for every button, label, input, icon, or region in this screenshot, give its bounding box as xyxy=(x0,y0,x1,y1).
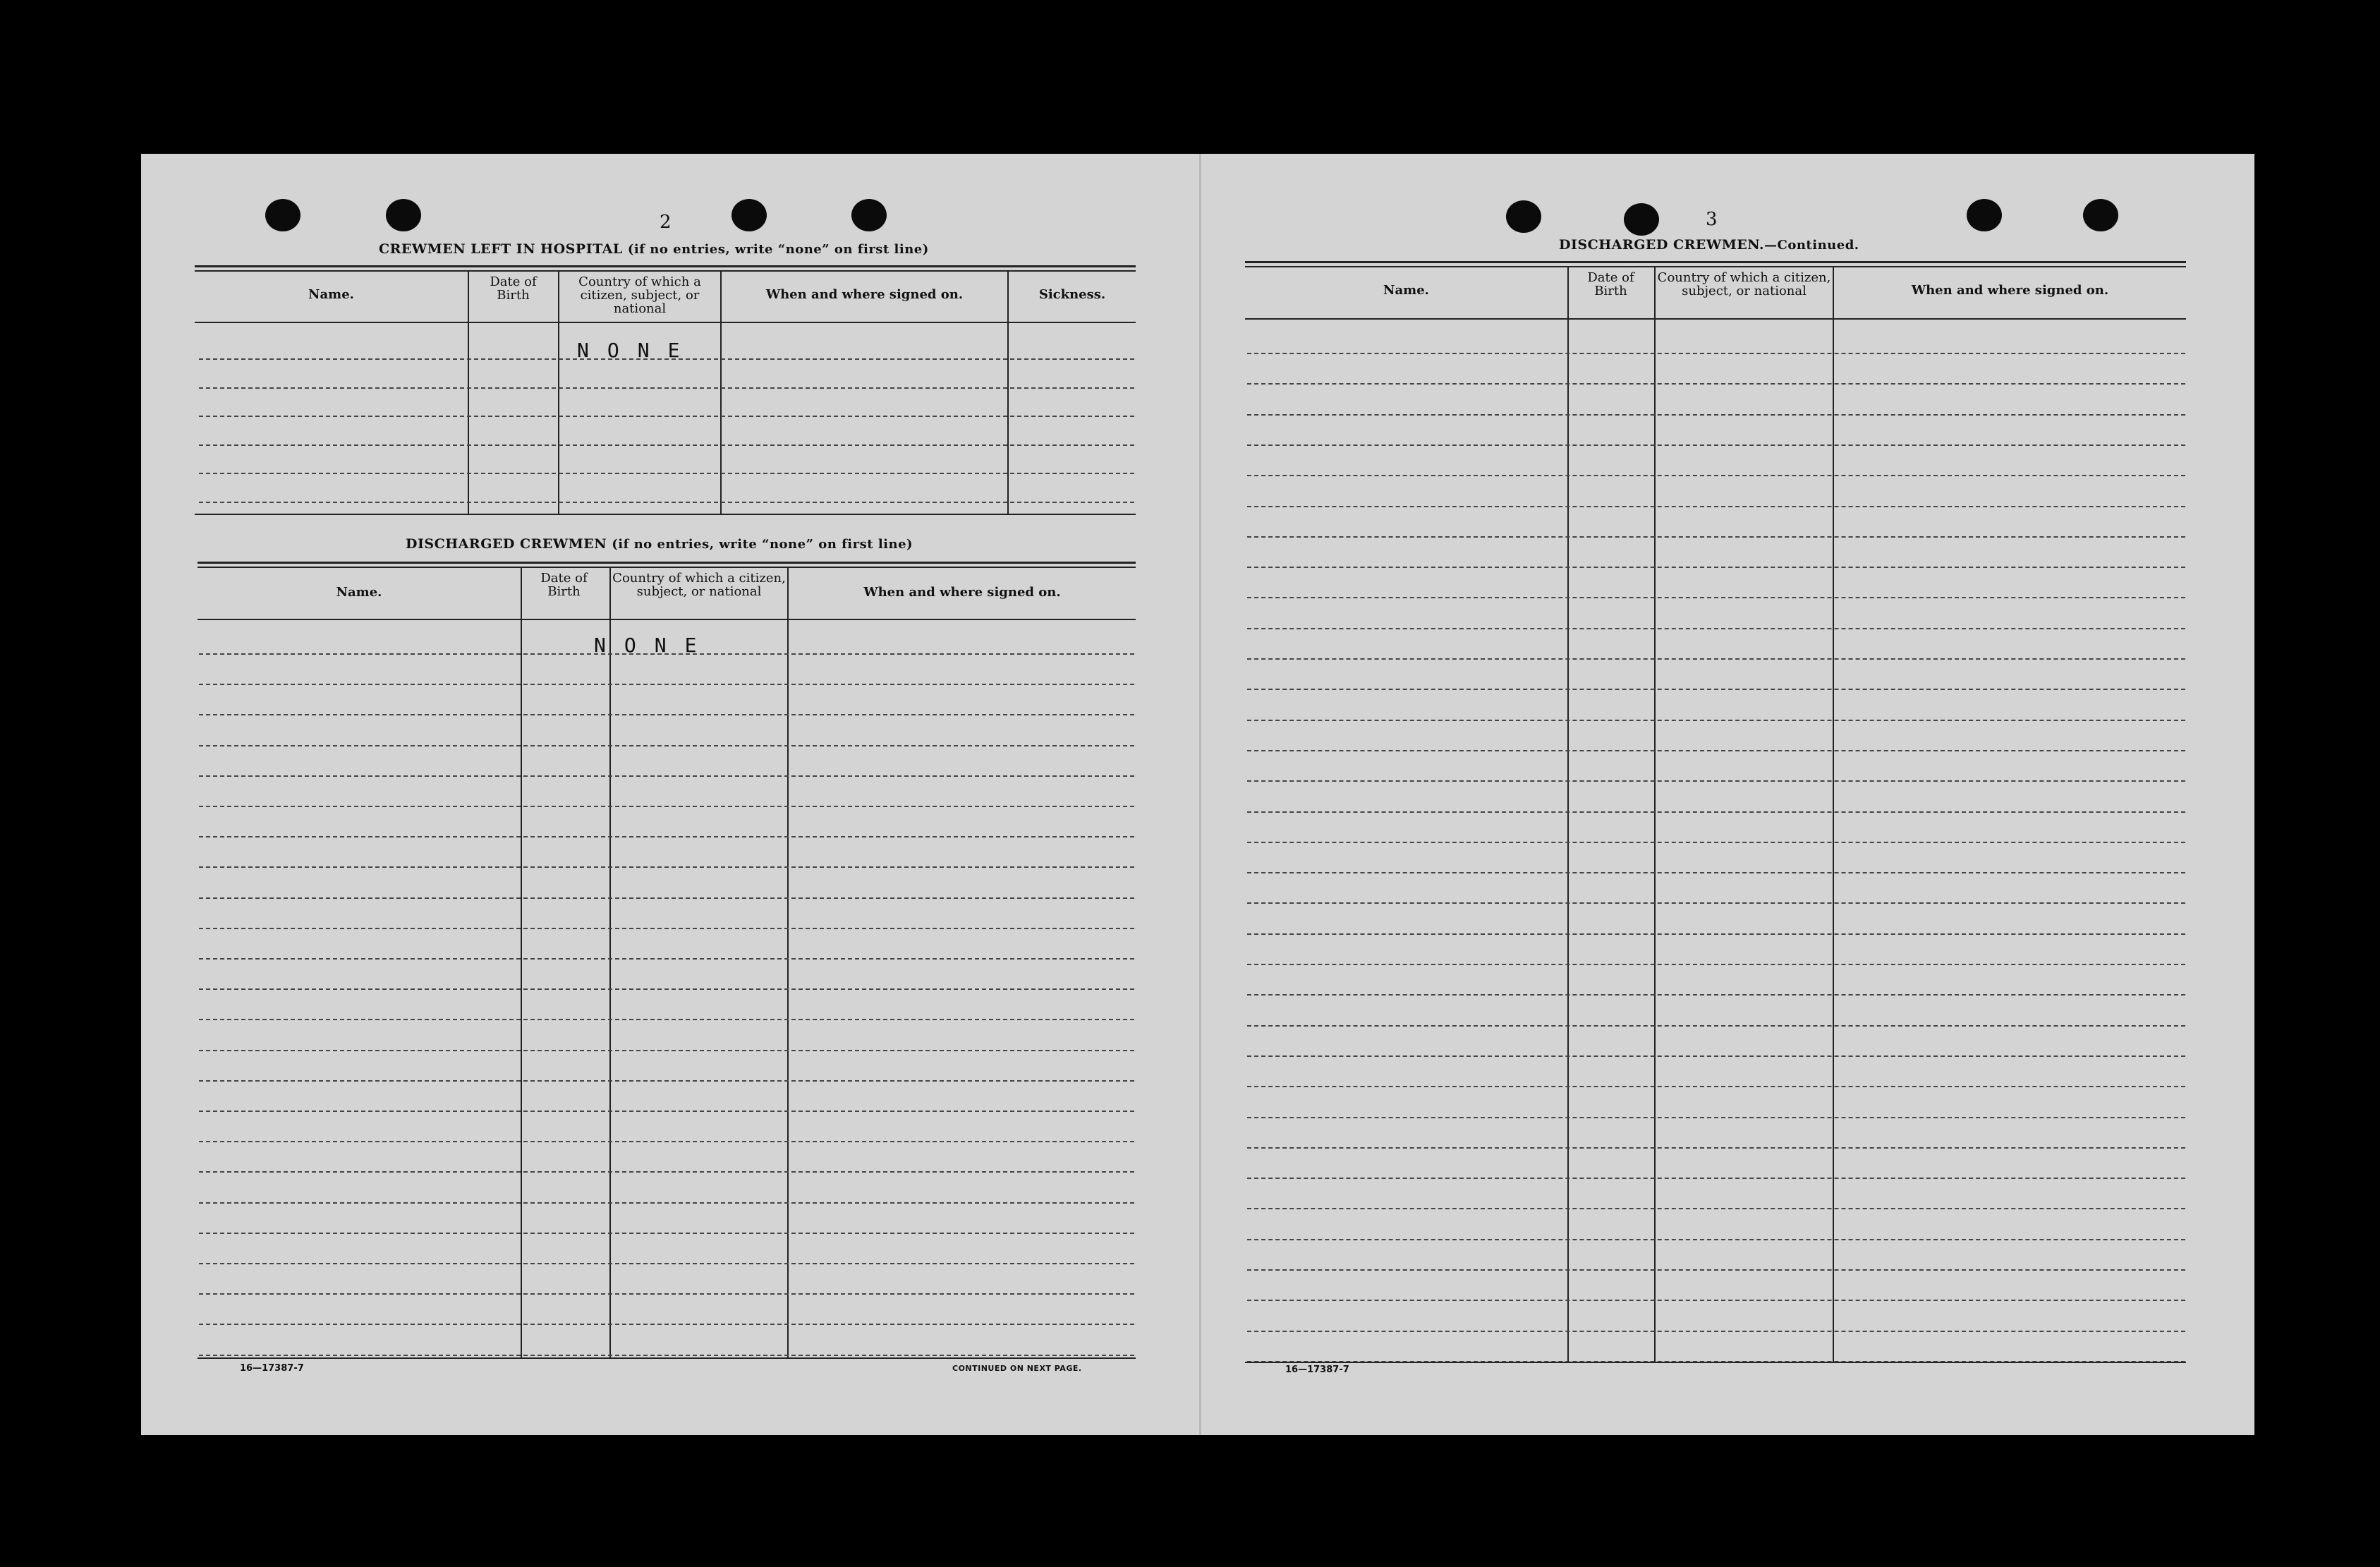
discharged-continued-title xyxy=(1559,237,1859,253)
entry-line xyxy=(199,806,1134,807)
entry-line xyxy=(199,684,1134,685)
entry-line xyxy=(199,775,1134,777)
entry-line xyxy=(1247,872,2185,873)
entry-line xyxy=(199,1050,1134,1051)
header-bottom-rule xyxy=(195,322,1136,323)
hospital-title-note: (if no entries, write “none” on first line) xyxy=(627,242,929,257)
discharged-continued-title-text: DISCHARGED CREWMEN. xyxy=(1559,237,1765,253)
column-header-country: Country of which a citizen, subject, or national xyxy=(578,274,701,316)
entry-line xyxy=(1247,1147,2185,1149)
entry-line xyxy=(1247,444,2185,446)
punch-hole xyxy=(851,199,887,231)
entry-line xyxy=(199,958,1134,960)
entry-line xyxy=(199,745,1134,746)
header-bottom-rule xyxy=(1245,318,2186,320)
column-header-signed-on: When and where signed on. xyxy=(765,287,964,302)
table-top-rule xyxy=(1245,266,2186,267)
header-bottom-rule xyxy=(198,619,1136,620)
entry-line xyxy=(1247,1178,2185,1179)
entry-line xyxy=(1247,689,2185,690)
column-divider xyxy=(1007,270,1009,514)
entry-line xyxy=(199,928,1134,929)
entry-line xyxy=(1247,750,2185,751)
column-divider xyxy=(787,567,789,1358)
discharged-title-note: (if no entries, write “none” on first line) xyxy=(612,537,913,552)
table-top-rule xyxy=(198,567,1136,568)
discharged-typed-entry: NONE xyxy=(594,634,715,657)
entry-line xyxy=(1247,780,2185,782)
entry-line xyxy=(1247,628,2185,629)
entry-line xyxy=(1247,1086,2185,1087)
column-divider xyxy=(1567,266,1569,1362)
entry-line xyxy=(1247,658,2185,660)
entry-line xyxy=(1247,842,2185,843)
entry-line xyxy=(199,387,1134,389)
entry-line xyxy=(199,897,1134,899)
entry-line xyxy=(1247,1269,2185,1271)
table-bottom-rule xyxy=(195,514,1136,515)
table-bottom-rule xyxy=(198,1357,1136,1359)
punch-hole xyxy=(386,199,421,231)
entry-line xyxy=(1247,720,2185,721)
punch-hole xyxy=(1624,203,1659,236)
table-top-rule xyxy=(1245,261,2186,263)
entry-line xyxy=(1247,1025,2185,1027)
column-divider xyxy=(1833,266,1834,1362)
entry-line xyxy=(199,988,1134,990)
entry-line xyxy=(1247,1239,2185,1240)
column-divider xyxy=(521,567,522,1358)
entry-line xyxy=(1247,994,2185,996)
discharged-continued-note: —Continued. xyxy=(1764,238,1859,253)
entry-line xyxy=(1247,475,2185,476)
entry-line xyxy=(1247,1300,2185,1301)
entry-line xyxy=(199,866,1134,868)
entry-line xyxy=(1247,414,2185,416)
entry-line xyxy=(1247,506,2185,507)
entry-line xyxy=(199,416,1134,417)
entry-line xyxy=(199,1111,1134,1112)
punch-hole xyxy=(731,199,767,231)
entry-line xyxy=(1247,933,2185,935)
entry-line xyxy=(1247,1331,2185,1332)
column-divider xyxy=(558,270,559,514)
column-header-name: Name. xyxy=(336,585,382,600)
entry-line xyxy=(199,444,1134,446)
punch-hole xyxy=(1967,199,2002,231)
page-number: 3 xyxy=(1706,209,1718,230)
column-header-dob: Date of Birth xyxy=(540,571,588,599)
form-number: 16—17387-7 xyxy=(1285,1365,1349,1375)
entry-line xyxy=(199,1019,1134,1020)
column-divider xyxy=(609,567,611,1358)
column-divider xyxy=(1654,266,1656,1362)
entry-line xyxy=(1247,353,2185,354)
table-bottom-rule xyxy=(1245,1362,2186,1363)
column-header-name: Name. xyxy=(308,287,354,302)
column-header-signed-on: When and where signed on. xyxy=(1911,283,2109,298)
punch-hole xyxy=(2083,199,2118,231)
entry-line xyxy=(199,1080,1134,1082)
column-divider xyxy=(468,270,469,514)
column-header-sickness: Sickness. xyxy=(1038,287,1106,302)
entry-line xyxy=(199,1263,1134,1264)
page-number: 2 xyxy=(660,212,672,233)
punch-hole xyxy=(265,199,300,231)
entry-line xyxy=(199,1293,1134,1295)
column-divider xyxy=(720,270,722,514)
entry-line xyxy=(199,473,1134,474)
entry-line xyxy=(1247,597,2185,598)
column-header-dob: Date of Birth xyxy=(490,274,537,303)
entry-line xyxy=(1247,567,2185,568)
continued-note: CONTINUED ON NEXT PAGE. xyxy=(952,1364,1082,1373)
column-header-country: Country of which a citizen, subject, or national xyxy=(1657,270,1831,298)
entry-line xyxy=(199,1171,1134,1173)
table-top-rule xyxy=(198,562,1136,564)
form-number: 16—17387-7 xyxy=(240,1363,304,1374)
entry-line xyxy=(1247,1208,2185,1209)
entry-line xyxy=(1247,536,2185,538)
punch-hole xyxy=(1506,200,1541,233)
entry-line xyxy=(1247,964,2185,965)
entry-line xyxy=(199,1324,1134,1325)
entry-line xyxy=(199,1355,1134,1356)
hospital-title: CREWMEN LEFT IN HOSPITAL xyxy=(379,241,623,257)
entry-line xyxy=(1247,902,2185,904)
entry-line xyxy=(199,1141,1134,1142)
table-top-rule xyxy=(195,270,1136,272)
column-header-country: Country of which a citizen, subject, or national xyxy=(612,571,786,599)
column-header-name: Name. xyxy=(1383,283,1429,298)
discharged-section-title xyxy=(406,536,913,552)
center-fold xyxy=(1199,154,1201,1435)
hospital-section-title xyxy=(379,241,929,257)
entry-line xyxy=(199,836,1134,837)
table-top-rule xyxy=(195,265,1136,267)
entry-line xyxy=(1247,811,2185,813)
document-sheet xyxy=(141,154,2254,1435)
hospital-typed-entry: NONE xyxy=(577,339,698,362)
entry-line xyxy=(199,714,1134,715)
entry-line xyxy=(199,502,1134,503)
column-header-signed-on: When and where signed on. xyxy=(863,585,1061,600)
entry-line xyxy=(1247,1117,2185,1118)
discharged-title: DISCHARGED CREWMEN xyxy=(406,536,607,552)
entry-line xyxy=(1247,1055,2185,1057)
entry-line xyxy=(1247,383,2185,385)
entry-line xyxy=(199,1233,1134,1234)
entry-line xyxy=(199,1202,1134,1204)
column-header-dob: Date of Birth xyxy=(1587,270,1634,298)
